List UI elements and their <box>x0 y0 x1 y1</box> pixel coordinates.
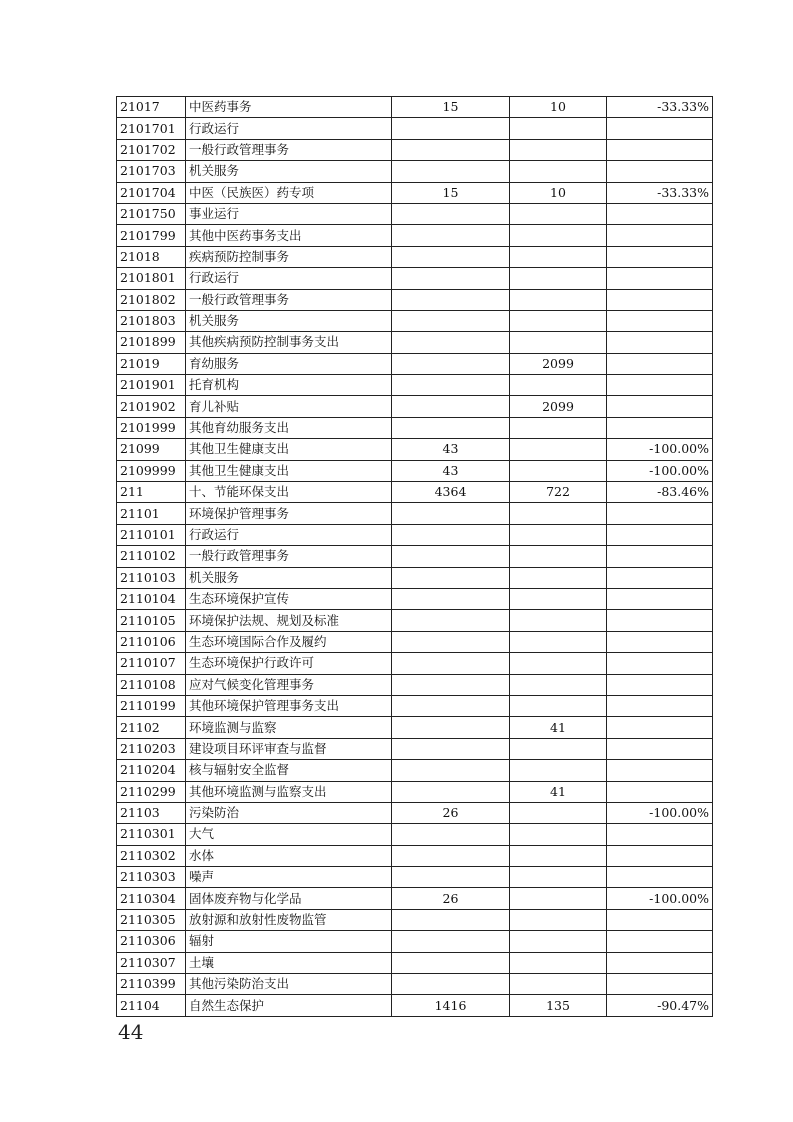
row-name-cell: 应对气候变化管理事务 <box>186 674 392 695</box>
row-prev-amount-cell <box>392 118 510 139</box>
row-change-percent-cell <box>607 588 713 609</box>
row-change-percent-cell <box>607 567 713 588</box>
row-prev-amount-cell: 43 <box>392 460 510 481</box>
row-name-cell: 事业运行 <box>186 203 392 224</box>
row-change-percent-cell <box>607 268 713 289</box>
row-code-cell: 2101802 <box>117 289 186 310</box>
table-row <box>117 396 713 417</box>
row-prev-amount-cell <box>392 867 510 888</box>
row-code-cell: 2110301 <box>117 824 186 845</box>
table-row <box>117 674 713 695</box>
table-row <box>117 760 713 781</box>
row-curr-amount-cell: 10 <box>510 182 607 203</box>
row-name-cell: 机关服务 <box>186 567 392 588</box>
row-change-percent-cell <box>607 674 713 695</box>
row-change-percent-cell <box>607 717 713 738</box>
table-row <box>117 567 713 588</box>
row-name-cell: 自然生态保护 <box>186 995 392 1016</box>
row-change-percent-cell: -100.00% <box>607 439 713 460</box>
row-code-cell: 211 <box>117 482 186 503</box>
table-row <box>117 97 713 118</box>
row-code-cell: 21103 <box>117 802 186 823</box>
row-curr-amount-cell <box>510 909 607 930</box>
row-code-cell: 2110108 <box>117 674 186 695</box>
row-curr-amount-cell <box>510 888 607 909</box>
table-row <box>117 482 713 503</box>
row-prev-amount-cell <box>392 653 510 674</box>
table-row <box>117 588 713 609</box>
row-change-percent-cell <box>607 396 713 417</box>
row-code-cell: 2110105 <box>117 610 186 631</box>
row-name-cell: 行政运行 <box>186 118 392 139</box>
row-name-cell: 生态环境保护行政许可 <box>186 653 392 674</box>
row-curr-amount-cell <box>510 503 607 524</box>
row-code-cell: 2110104 <box>117 588 186 609</box>
table-row <box>117 610 713 631</box>
row-prev-amount-cell <box>392 524 510 545</box>
row-code-cell: 2101899 <box>117 332 186 353</box>
row-curr-amount-cell: 135 <box>510 995 607 1016</box>
table-row <box>117 268 713 289</box>
row-name-cell: 固体废弃物与化学品 <box>186 888 392 909</box>
row-code-cell: 2101799 <box>117 225 186 246</box>
row-change-percent-cell <box>607 952 713 973</box>
table-row <box>117 546 713 567</box>
row-prev-amount-cell <box>392 353 510 374</box>
row-name-cell: 环境保护法规、规划及标准 <box>186 610 392 631</box>
row-name-cell: 行政运行 <box>186 268 392 289</box>
row-code-cell: 2101703 <box>117 161 186 182</box>
row-name-cell: 其他中医药事务支出 <box>186 225 392 246</box>
row-change-percent-cell <box>607 845 713 866</box>
row-prev-amount-cell <box>392 760 510 781</box>
table-row <box>117 931 713 952</box>
row-prev-amount-cell: 15 <box>392 182 510 203</box>
row-name-cell: 放射源和放射性废物监管 <box>186 909 392 930</box>
row-prev-amount-cell <box>392 974 510 995</box>
row-name-cell: 机关服务 <box>186 310 392 331</box>
table-row <box>117 289 713 310</box>
row-code-cell: 2101902 <box>117 396 186 417</box>
row-curr-amount-cell <box>510 289 607 310</box>
row-curr-amount-cell <box>510 203 607 224</box>
row-curr-amount-cell <box>510 524 607 545</box>
row-curr-amount-cell <box>510 653 607 674</box>
row-prev-amount-cell: 43 <box>392 439 510 460</box>
table-row <box>117 995 713 1016</box>
row-change-percent-cell <box>607 974 713 995</box>
row-change-percent-cell <box>607 653 713 674</box>
row-change-percent-cell <box>607 118 713 139</box>
row-name-cell: 水体 <box>186 845 392 866</box>
row-curr-amount-cell: 722 <box>510 482 607 503</box>
row-code-cell: 2109999 <box>117 460 186 481</box>
row-prev-amount-cell <box>392 203 510 224</box>
table-row <box>117 824 713 845</box>
row-change-percent-cell <box>607 610 713 631</box>
row-code-cell: 2101702 <box>117 139 186 160</box>
row-change-percent-cell <box>607 139 713 160</box>
row-curr-amount-cell <box>510 460 607 481</box>
row-change-percent-cell <box>607 695 713 716</box>
row-name-cell: 生态环境保护宣传 <box>186 588 392 609</box>
row-change-percent-cell <box>607 781 713 802</box>
row-curr-amount-cell <box>510 610 607 631</box>
table-row <box>117 845 713 866</box>
row-change-percent-cell: -100.00% <box>607 460 713 481</box>
row-prev-amount-cell <box>392 674 510 695</box>
row-change-percent-cell <box>607 631 713 652</box>
row-change-percent-cell <box>607 867 713 888</box>
table-row <box>117 161 713 182</box>
row-curr-amount-cell <box>510 695 607 716</box>
row-code-cell: 2101801 <box>117 268 186 289</box>
row-prev-amount-cell <box>392 717 510 738</box>
table-row <box>117 717 713 738</box>
row-prev-amount-cell <box>392 781 510 802</box>
row-change-percent-cell <box>607 225 713 246</box>
row-name-cell: 核与辐射安全监督 <box>186 760 392 781</box>
row-change-percent-cell: -100.00% <box>607 802 713 823</box>
row-curr-amount-cell <box>510 118 607 139</box>
row-code-cell: 2101999 <box>117 417 186 438</box>
table-row <box>117 118 713 139</box>
row-name-cell: 其他环境监测与监察支出 <box>186 781 392 802</box>
row-prev-amount-cell <box>392 845 510 866</box>
row-curr-amount-cell <box>510 246 607 267</box>
row-change-percent-cell <box>607 375 713 396</box>
row-code-cell: 2110305 <box>117 909 186 930</box>
table-row <box>117 182 713 203</box>
row-name-cell: 其他环境保护管理事务支出 <box>186 695 392 716</box>
row-change-percent-cell <box>607 161 713 182</box>
row-curr-amount-cell <box>510 546 607 567</box>
table-row <box>117 246 713 267</box>
row-name-cell: 一般行政管理事务 <box>186 289 392 310</box>
row-prev-amount-cell <box>392 332 510 353</box>
row-curr-amount-cell <box>510 631 607 652</box>
row-curr-amount-cell <box>510 974 607 995</box>
row-prev-amount-cell <box>392 246 510 267</box>
row-code-cell: 2110303 <box>117 867 186 888</box>
row-change-percent-cell <box>607 417 713 438</box>
row-name-cell: 中医（民族医）药专项 <box>186 182 392 203</box>
row-code-cell: 21018 <box>117 246 186 267</box>
row-curr-amount-cell: 41 <box>510 717 607 738</box>
row-prev-amount-cell <box>392 503 510 524</box>
table-row <box>117 631 713 652</box>
row-curr-amount-cell <box>510 225 607 246</box>
row-change-percent-cell <box>607 310 713 331</box>
row-prev-amount-cell <box>392 289 510 310</box>
row-change-percent-cell <box>607 289 713 310</box>
row-code-cell: 2110102 <box>117 546 186 567</box>
budget-table-body <box>117 97 713 1017</box>
budget-table <box>116 96 713 1017</box>
row-change-percent-cell: -83.46% <box>607 482 713 503</box>
table-row <box>117 225 713 246</box>
row-name-cell: 育幼服务 <box>186 353 392 374</box>
table-row <box>117 695 713 716</box>
row-code-cell: 21099 <box>117 439 186 460</box>
row-code-cell: 2101750 <box>117 203 186 224</box>
row-code-cell: 21101 <box>117 503 186 524</box>
row-change-percent-cell <box>607 203 713 224</box>
row-name-cell: 噪声 <box>186 867 392 888</box>
row-change-percent-cell <box>607 909 713 930</box>
row-prev-amount-cell <box>392 546 510 567</box>
table-row <box>117 867 713 888</box>
row-curr-amount-cell <box>510 567 607 588</box>
row-name-cell: 机关服务 <box>186 161 392 182</box>
row-curr-amount-cell <box>510 738 607 759</box>
row-code-cell: 2110101 <box>117 524 186 545</box>
row-name-cell: 中医药事务 <box>186 97 392 118</box>
row-curr-amount-cell: 41 <box>510 781 607 802</box>
row-change-percent-cell <box>607 332 713 353</box>
row-curr-amount-cell <box>510 332 607 353</box>
row-change-percent-cell: -33.33% <box>607 97 713 118</box>
row-prev-amount-cell: 26 <box>392 888 510 909</box>
row-prev-amount-cell <box>392 375 510 396</box>
row-code-cell: 21102 <box>117 717 186 738</box>
row-name-cell: 行政运行 <box>186 524 392 545</box>
row-curr-amount-cell <box>510 824 607 845</box>
row-code-cell: 2110199 <box>117 695 186 716</box>
row-prev-amount-cell <box>392 161 510 182</box>
table-row <box>117 974 713 995</box>
row-curr-amount-cell <box>510 417 607 438</box>
table-row <box>117 909 713 930</box>
row-change-percent-cell: -33.33% <box>607 182 713 203</box>
row-code-cell: 21019 <box>117 353 186 374</box>
table-row <box>117 375 713 396</box>
row-prev-amount-cell: 15 <box>392 97 510 118</box>
row-name-cell: 疾病预防控制事务 <box>186 246 392 267</box>
row-name-cell: 环境保护管理事务 <box>186 503 392 524</box>
row-prev-amount-cell: 26 <box>392 802 510 823</box>
row-curr-amount-cell <box>510 268 607 289</box>
row-code-cell: 21017 <box>117 97 186 118</box>
row-code-cell: 2110304 <box>117 888 186 909</box>
table-row <box>117 353 713 374</box>
row-prev-amount-cell <box>392 824 510 845</box>
row-prev-amount-cell <box>392 931 510 952</box>
row-change-percent-cell <box>607 760 713 781</box>
row-curr-amount-cell <box>510 588 607 609</box>
row-change-percent-cell <box>607 353 713 374</box>
row-code-cell: 2110306 <box>117 931 186 952</box>
table-row <box>117 952 713 973</box>
row-change-percent-cell <box>607 503 713 524</box>
row-name-cell: 土壤 <box>186 952 392 973</box>
row-prev-amount-cell <box>392 588 510 609</box>
row-curr-amount-cell <box>510 952 607 973</box>
row-curr-amount-cell <box>510 867 607 888</box>
row-code-cell: 2101901 <box>117 375 186 396</box>
row-prev-amount-cell <box>392 396 510 417</box>
row-name-cell: 辐射 <box>186 931 392 952</box>
row-code-cell: 2110299 <box>117 781 186 802</box>
row-prev-amount-cell <box>392 268 510 289</box>
row-prev-amount-cell <box>392 139 510 160</box>
table-row <box>117 802 713 823</box>
row-name-cell: 其他卫生健康支出 <box>186 460 392 481</box>
table-row <box>117 781 713 802</box>
table-row <box>117 738 713 759</box>
row-name-cell: 其他育幼服务支出 <box>186 417 392 438</box>
page-number: 44 <box>118 1020 144 1044</box>
row-curr-amount-cell: 2099 <box>510 353 607 374</box>
row-change-percent-cell <box>607 524 713 545</box>
row-name-cell: 一般行政管理事务 <box>186 139 392 160</box>
table-row <box>117 332 713 353</box>
row-code-cell: 2101803 <box>117 310 186 331</box>
row-prev-amount-cell <box>392 610 510 631</box>
row-change-percent-cell <box>607 738 713 759</box>
row-code-cell: 2110203 <box>117 738 186 759</box>
row-name-cell: 生态环境国际合作及履约 <box>186 631 392 652</box>
row-code-cell: 2110107 <box>117 653 186 674</box>
row-curr-amount-cell <box>510 802 607 823</box>
row-curr-amount-cell <box>510 845 607 866</box>
row-change-percent-cell <box>607 931 713 952</box>
table-row <box>117 524 713 545</box>
table-row <box>117 439 713 460</box>
row-code-cell: 2110307 <box>117 952 186 973</box>
row-name-cell: 其他卫生健康支出 <box>186 439 392 460</box>
row-change-percent-cell: -90.47% <box>607 995 713 1016</box>
row-name-cell: 污染防治 <box>186 802 392 823</box>
row-curr-amount-cell <box>510 931 607 952</box>
row-name-cell: 环境监测与监察 <box>186 717 392 738</box>
table-row <box>117 139 713 160</box>
row-change-percent-cell <box>607 546 713 567</box>
row-curr-amount-cell: 10 <box>510 97 607 118</box>
row-curr-amount-cell <box>510 161 607 182</box>
table-row <box>117 417 713 438</box>
row-prev-amount-cell <box>392 225 510 246</box>
row-name-cell: 其他疾病预防控制事务支出 <box>186 332 392 353</box>
row-code-cell: 2101704 <box>117 182 186 203</box>
row-prev-amount-cell: 4364 <box>392 482 510 503</box>
row-prev-amount-cell <box>392 417 510 438</box>
row-code-cell: 2101701 <box>117 118 186 139</box>
row-change-percent-cell <box>607 246 713 267</box>
row-prev-amount-cell <box>392 952 510 973</box>
row-curr-amount-cell <box>510 310 607 331</box>
row-prev-amount-cell <box>392 909 510 930</box>
row-code-cell: 21104 <box>117 995 186 1016</box>
row-prev-amount-cell <box>392 738 510 759</box>
row-name-cell: 大气 <box>186 824 392 845</box>
row-name-cell: 托育机构 <box>186 375 392 396</box>
row-code-cell: 2110302 <box>117 845 186 866</box>
row-name-cell: 一般行政管理事务 <box>186 546 392 567</box>
row-change-percent-cell <box>607 824 713 845</box>
row-name-cell: 育儿补贴 <box>186 396 392 417</box>
row-code-cell: 2110106 <box>117 631 186 652</box>
row-prev-amount-cell <box>392 567 510 588</box>
row-code-cell: 2110204 <box>117 760 186 781</box>
row-name-cell: 十、节能环保支出 <box>186 482 392 503</box>
row-prev-amount-cell <box>392 631 510 652</box>
row-curr-amount-cell <box>510 760 607 781</box>
table-row <box>117 310 713 331</box>
row-code-cell: 2110103 <box>117 567 186 588</box>
row-curr-amount-cell: 2099 <box>510 396 607 417</box>
row-curr-amount-cell <box>510 439 607 460</box>
row-prev-amount-cell <box>392 695 510 716</box>
row-name-cell: 其他污染防治支出 <box>186 974 392 995</box>
row-prev-amount-cell <box>392 310 510 331</box>
row-prev-amount-cell: 1416 <box>392 995 510 1016</box>
row-curr-amount-cell <box>510 139 607 160</box>
table-row <box>117 203 713 224</box>
table-row <box>117 503 713 524</box>
table-row <box>117 460 713 481</box>
row-code-cell: 2110399 <box>117 974 186 995</box>
table-row <box>117 888 713 909</box>
table-row <box>117 653 713 674</box>
row-name-cell: 建设项目环评审查与监督 <box>186 738 392 759</box>
row-curr-amount-cell <box>510 375 607 396</box>
row-curr-amount-cell <box>510 674 607 695</box>
row-change-percent-cell: -100.00% <box>607 888 713 909</box>
